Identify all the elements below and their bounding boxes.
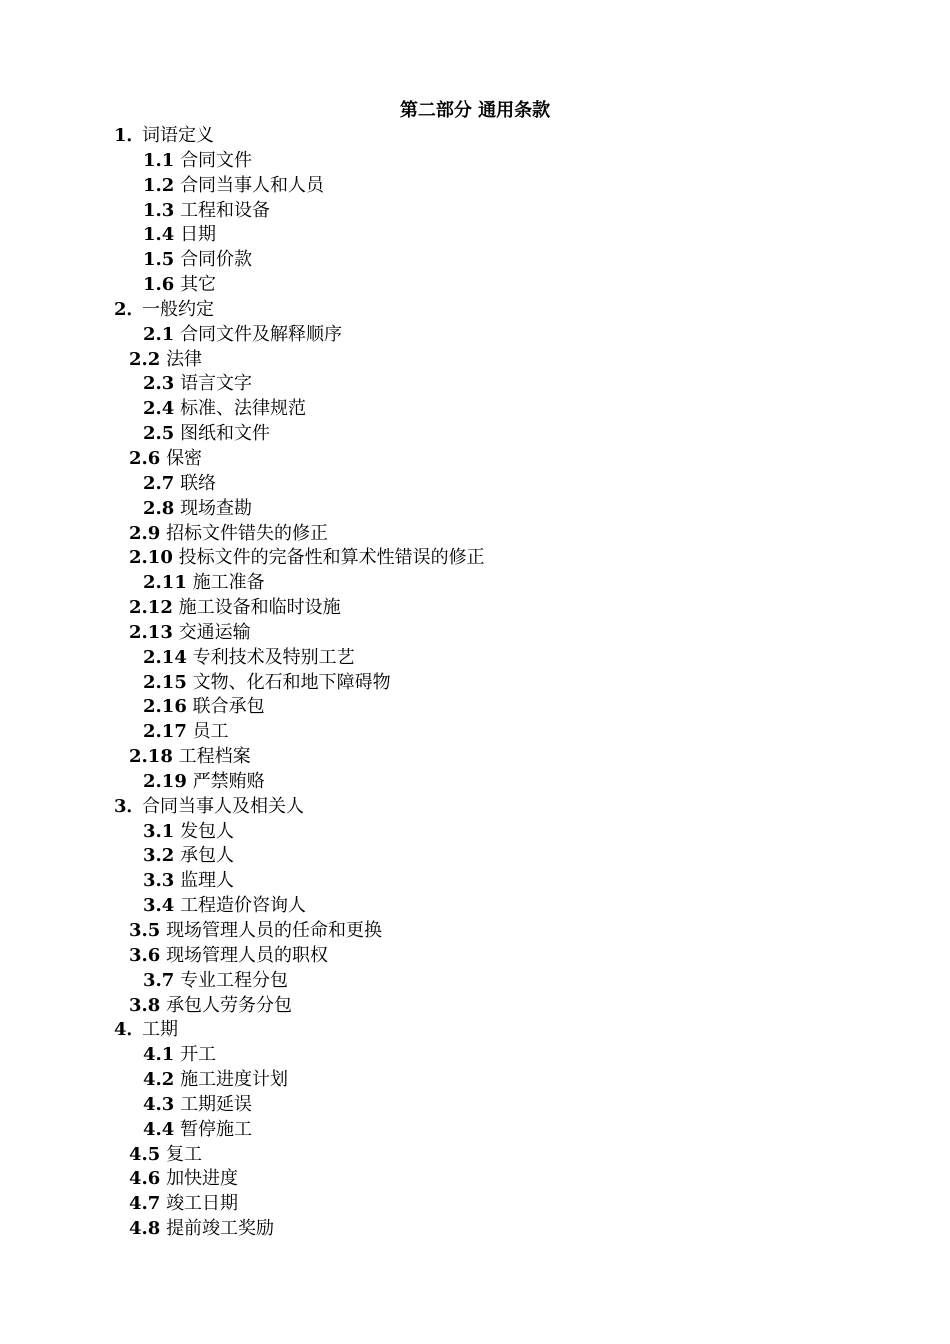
- toc-number: 3.4: [143, 895, 175, 917]
- toc-label: 现场管理人员的任命和更换: [166, 920, 383, 941]
- toc-number: 2.2: [129, 348, 161, 370]
- toc-label: 日期: [180, 224, 217, 246]
- toc-section: [0, 298, 950, 323]
- toc-label: 专利技术及特别工艺: [192, 646, 355, 668]
- toc-item: [0, 994, 950, 1019]
- toc-label: 专业工程分包: [180, 969, 289, 991]
- toc-label: 招标文件错失的修正: [166, 522, 329, 544]
- toc-item: [0, 397, 950, 422]
- toc-number: 2.7: [143, 472, 175, 494]
- toc-item: [0, 671, 950, 696]
- toc-number: 2.1: [143, 323, 175, 345]
- toc-number: 3.6: [129, 944, 161, 966]
- toc-label: 承包人: [180, 845, 235, 867]
- toc-number: 2.15: [143, 671, 187, 693]
- toc-number: 2.6: [129, 447, 161, 469]
- toc-number: 1.2: [143, 174, 175, 196]
- toc-label: 合同当事人及相关人: [142, 795, 304, 817]
- toc-number: 2.9: [129, 522, 161, 544]
- toc-label: 工程造价咨询人: [180, 895, 307, 917]
- toc-number: 4.4: [143, 1118, 175, 1140]
- toc-section: [0, 795, 950, 820]
- toc-number: 3.7: [143, 969, 175, 991]
- toc-item: [0, 596, 950, 621]
- toc-label: 投标文件的完备性和算术性错误的修正: [178, 547, 485, 569]
- toc-item: [0, 1118, 950, 1143]
- toc-label: 施工进度计划: [180, 1069, 289, 1091]
- toc-label: 施工设备和临时设施: [178, 597, 341, 619]
- toc-item: [0, 894, 950, 919]
- toc-item: [0, 546, 950, 571]
- toc-label: 现场查勘: [180, 497, 253, 519]
- toc-number: 1.5: [143, 249, 175, 271]
- toc-item: [0, 149, 950, 174]
- toc-item: [0, 422, 950, 447]
- toc-number: 2.3: [143, 373, 175, 395]
- toc-number: 4.8: [129, 1218, 161, 1240]
- toc-number: 2.12: [129, 597, 173, 619]
- toc-number: 3.2: [143, 845, 175, 867]
- toc-label: 暂停施工: [180, 1118, 253, 1140]
- toc-label: 联络: [180, 472, 217, 494]
- toc-number: 2.8: [143, 497, 175, 519]
- toc-section: [0, 124, 950, 149]
- toc-label: 图纸和文件: [180, 423, 271, 445]
- toc-number: 2.19: [143, 770, 187, 792]
- toc-item: [0, 919, 950, 944]
- toc-number: 2.4: [143, 398, 175, 420]
- toc-item: [0, 621, 950, 646]
- toc-item: [0, 869, 950, 894]
- toc-number: 1.3: [143, 199, 175, 221]
- toc-label: 其它: [180, 274, 217, 296]
- toc-item: [0, 720, 950, 745]
- toc-label: 联合承包: [192, 696, 265, 718]
- toc-label: 加快进度: [166, 1168, 239, 1190]
- toc-item: [0, 820, 950, 845]
- toc-label: 法律: [166, 348, 203, 370]
- toc-number: 2.17: [143, 721, 187, 743]
- toc-item: [0, 497, 950, 522]
- page-title: 第二部分 通用条款: [399, 100, 551, 121]
- toc-label: 开工: [180, 1044, 217, 1066]
- toc-number: 2.13: [129, 621, 173, 643]
- toc-label: 监理人: [180, 870, 235, 892]
- toc-label: 合同文件及解释顺序: [180, 323, 343, 345]
- toc-label: 工期: [142, 1019, 178, 1041]
- toc-label: 标准、法律规范: [180, 398, 307, 420]
- toc-label: 工程和设备: [180, 199, 271, 221]
- toc-item: [0, 1192, 950, 1217]
- toc-number: 4．: [114, 1019, 145, 1041]
- toc-number: 3.3: [143, 870, 175, 892]
- toc-label: 工期延误: [180, 1093, 253, 1115]
- toc-label: 合同价款: [180, 249, 253, 271]
- toc-item: [0, 199, 950, 224]
- toc-item: [0, 447, 950, 472]
- toc-label: 员工: [192, 721, 229, 743]
- toc-label: 提前竣工奖励: [166, 1218, 275, 1240]
- toc-item: [0, 248, 950, 273]
- toc-item: [0, 1143, 950, 1168]
- toc-item: [0, 646, 950, 671]
- toc-item: [0, 1167, 950, 1192]
- toc-number: 2.10: [129, 547, 173, 569]
- toc-label: 一般约定: [142, 298, 214, 320]
- toc-number: 1．: [114, 125, 145, 146]
- toc-number: 2.16: [143, 696, 187, 718]
- toc-label: 发包人: [180, 820, 235, 842]
- toc-section: [0, 1018, 950, 1043]
- toc-label: 现场管理人员的职权: [166, 944, 329, 966]
- toc-item: [0, 944, 950, 969]
- toc-item: [0, 174, 950, 199]
- toc-item: [0, 1043, 950, 1068]
- toc-number: 1.4: [143, 224, 175, 246]
- toc-item: [0, 571, 950, 596]
- toc-number: 4.7: [129, 1193, 161, 1215]
- toc-number: 3.8: [129, 994, 161, 1016]
- toc-item: [0, 844, 950, 869]
- toc-label: 竣工日期: [166, 1193, 239, 1215]
- toc-number: 2．: [114, 298, 145, 320]
- toc-number: 2.11: [143, 572, 187, 594]
- toc-label: 词语定义: [142, 125, 214, 146]
- toc-item: [0, 1217, 950, 1242]
- toc-number: 4.6: [129, 1168, 161, 1190]
- toc-label: 保密: [166, 447, 203, 469]
- toc-number: 1.1: [143, 149, 175, 171]
- toc-number: 1.6: [143, 274, 175, 296]
- toc-label: 施工准备: [192, 572, 265, 594]
- toc-item: [0, 770, 950, 795]
- toc-label: 交通运输: [178, 621, 251, 643]
- toc-label: 工程档案: [178, 746, 251, 768]
- toc-item: [0, 745, 950, 770]
- toc-number: 4.3: [143, 1093, 175, 1115]
- toc-item: [0, 472, 950, 497]
- toc-number: 4.1: [143, 1044, 175, 1066]
- toc-number: 2.18: [129, 746, 173, 768]
- toc-number: 2.14: [143, 646, 187, 668]
- toc-label: 合同文件: [180, 149, 253, 171]
- toc-label: 严禁贿赂: [192, 770, 265, 792]
- toc-label: 承包人劳务分包: [166, 994, 293, 1016]
- table-of-contents: [0, 124, 950, 1242]
- toc-item: [0, 323, 950, 348]
- toc-number: 4.2: [143, 1069, 175, 1091]
- toc-item: [0, 1093, 950, 1118]
- toc-label: 文物、化石和地下障碍物: [192, 671, 391, 693]
- toc-number: 3.1: [143, 820, 175, 842]
- toc-item: [0, 1068, 950, 1093]
- toc-label: 合同当事人和人员: [180, 174, 325, 196]
- toc-item: [0, 273, 950, 298]
- toc-item: [0, 223, 950, 248]
- toc-number: 3.5: [129, 920, 161, 941]
- toc-label: 复工: [166, 1143, 203, 1165]
- toc-item: [0, 695, 950, 720]
- toc-item: [0, 348, 950, 373]
- toc-item: [0, 522, 950, 547]
- toc-item: [0, 372, 950, 397]
- toc-number: 4.5: [129, 1143, 161, 1165]
- toc-label: 语言文字: [180, 373, 253, 395]
- toc-item: [0, 969, 950, 994]
- toc-number: 3．: [114, 795, 145, 817]
- toc-number: 2.5: [143, 423, 175, 445]
